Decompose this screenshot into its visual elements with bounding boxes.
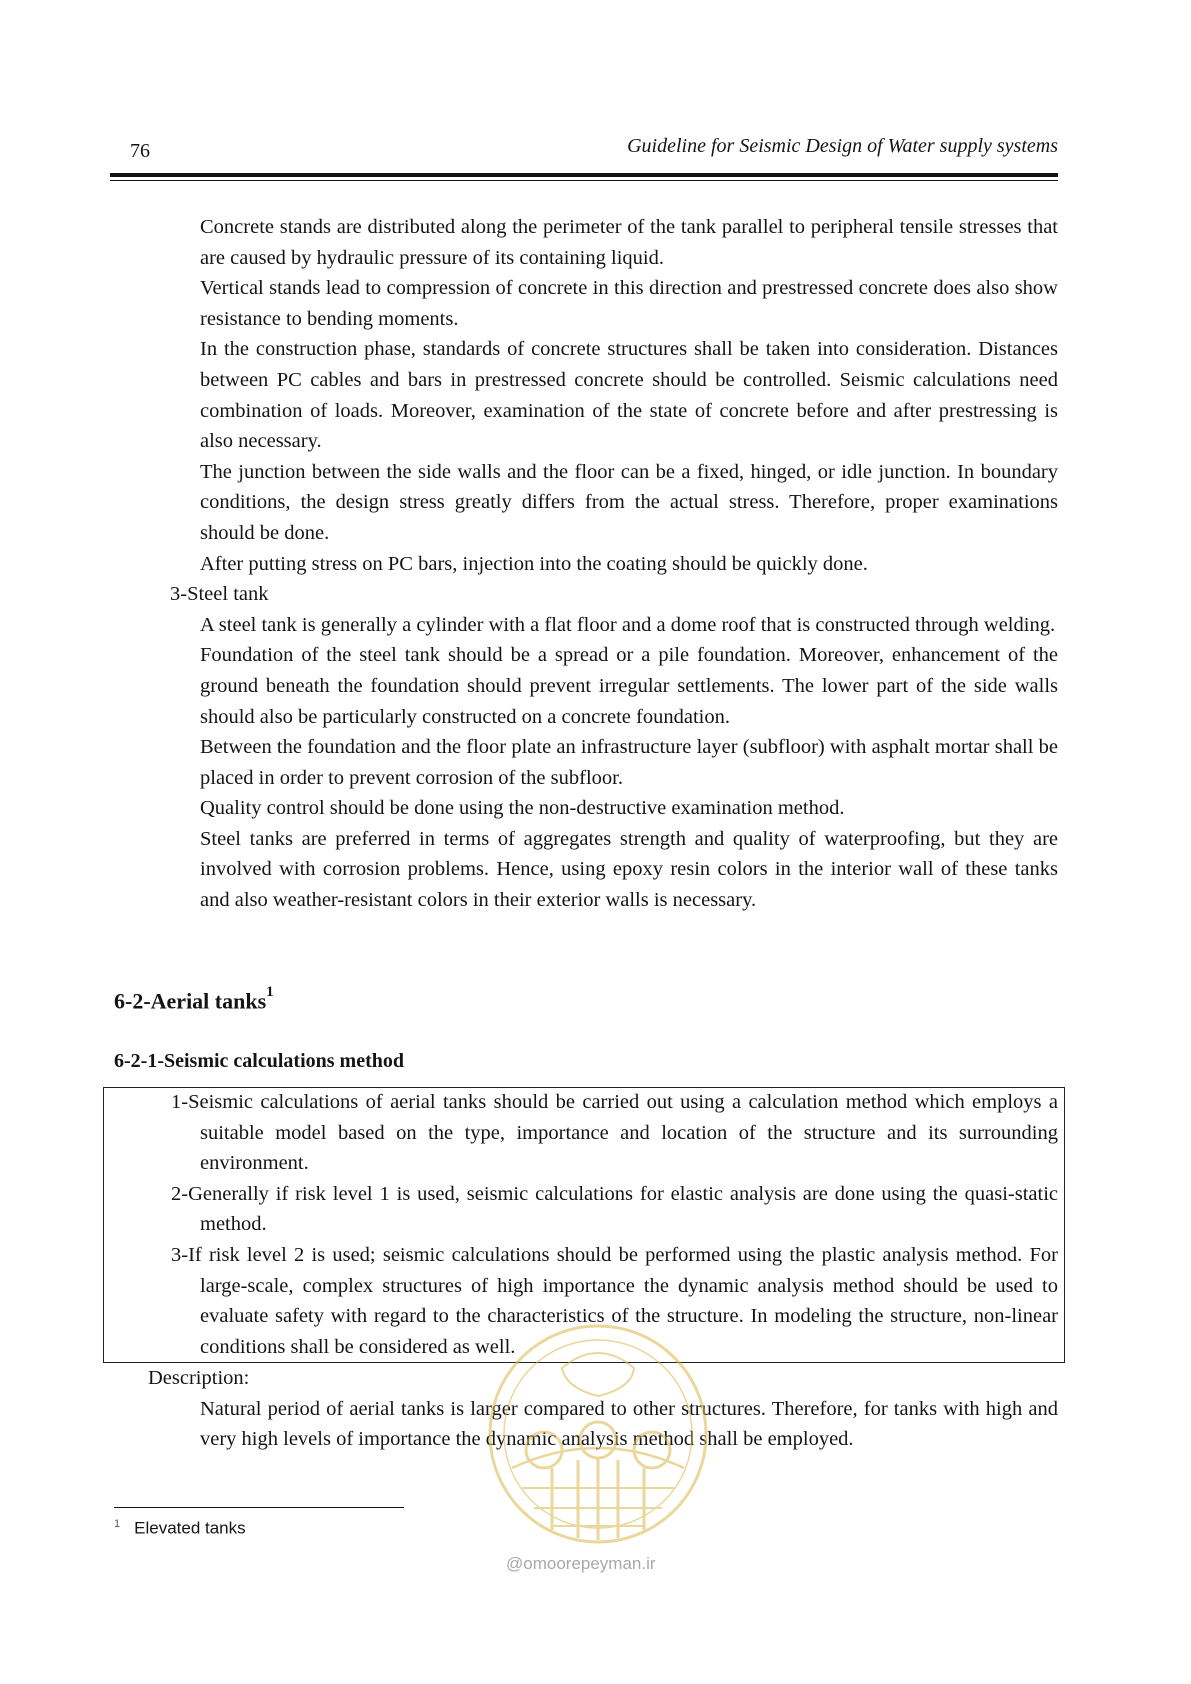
paragraph: Vertical stands lead to compression of concrete in this direction and prestressed concrete does also show resistance to bending moments.: [200, 277, 1058, 330]
provision-item: 1-Seismic calculations of aerial tanks should be carried out using a calculation method which employs a suitable model based on the type, importance and location of the structure and its surrounding environment.: [171, 1091, 1058, 1175]
paragraph: In the construction phase, standards of concrete structures shall be taken into consideration. Distances between PC cables and bars in prestressed concrete should be controlled. Seismic calculations need combination of loads. Moreover, examination of the state of concrete before and after prestressing is also necessary.: [200, 338, 1058, 453]
section-heading: [114, 984, 274, 1014]
footnote-text: Elevated tanks: [134, 1518, 246, 1538]
section-heading-text: 6-2-Aerial tanks: [114, 988, 267, 1014]
paragraph: Foundation of the steel tank should be a spread or a pile foundation. Moreover, enhancement of the ground beneath the foundation should prevent irregular settlements. The lower part of the side walls should also be particularly constructed on a concrete foundation.: [200, 644, 1058, 728]
subheading-steel-tank: 3-Steel tank: [170, 583, 269, 606]
footnote-reference[interactable]: 1: [266, 984, 274, 1000]
footnote-rule: [114, 1507, 404, 1508]
provision-item: 2-Generally if risk level 1 is used, seismic calculations for elastic analysis are done using the quasi-static method.: [171, 1182, 1058, 1236]
paragraph: Steel tanks are preferred in terms of aggregates strength and quality of waterproofing, but they are involved with corrosion problems. Hence, using epoxy resin colors in the interior wall of these tanks and also weather-resistant colors in their exterior walls is necessary.: [200, 827, 1058, 912]
header-rule: [110, 173, 1058, 177]
paragraph: A steel tank is generally a cylinder with a flat floor and a dome roof that is constructed through welding.: [200, 613, 1056, 636]
header-rule-thin: [110, 180, 1058, 181]
running-title: Guideline for Seismic Design of Water supply systems: [627, 135, 1058, 157]
description-text: Natural period of aerial tanks is larger compared to other structures. Therefore, for tanks with high and very high levels of importance the dynamic analysis method shall be employed.: [200, 1397, 1058, 1451]
page-number: 76: [130, 140, 150, 162]
watermark-url: @omoorepeyman.ir: [506, 1554, 656, 1573]
provision-item: 3-If risk level 2 is used; seismic calculations should be performed using the plastic analysis method. For large-scale, complex structures of high importance the dynamic analysis method should be used to evaluate safety with regard to the characteristics of the structure. In modeling the structure, non-linear conditions shall be considered as well.: [171, 1243, 1058, 1358]
paragraph: Concrete stands are distributed along the perimeter of the tank parallel to peripheral tensile stresses that are caused by hydraulic pressure of its containing liquid.: [200, 216, 1058, 269]
paragraph: The junction between the side walls and the floor can be a fixed, hinged, or idle junction. In boundary conditions, the design stress greatly differs from the actual stress. Therefore, proper examinations should be done.: [200, 460, 1058, 544]
watermark-seal-icon: [482, 1318, 714, 1550]
footnote-marker: 1: [114, 1518, 121, 1530]
body-text: [110, 212, 1058, 916]
subsection-heading: 6-2-1-Seismic calculations method: [114, 1050, 404, 1072]
paragraph: Between the foundation and the floor plate an infrastructure layer (subfloor) with asphalt mortar shall be placed in order to prevent corrosion of the subfloor.: [200, 736, 1058, 789]
description-label: Description:: [148, 1367, 250, 1389]
footnote: [114, 1518, 246, 1539]
paragraph: Quality control should be done using the non-destructive examination method.: [200, 797, 845, 820]
paragraph: After putting stress on PC bars, injection into the coating should be quickly done.: [200, 552, 868, 575]
